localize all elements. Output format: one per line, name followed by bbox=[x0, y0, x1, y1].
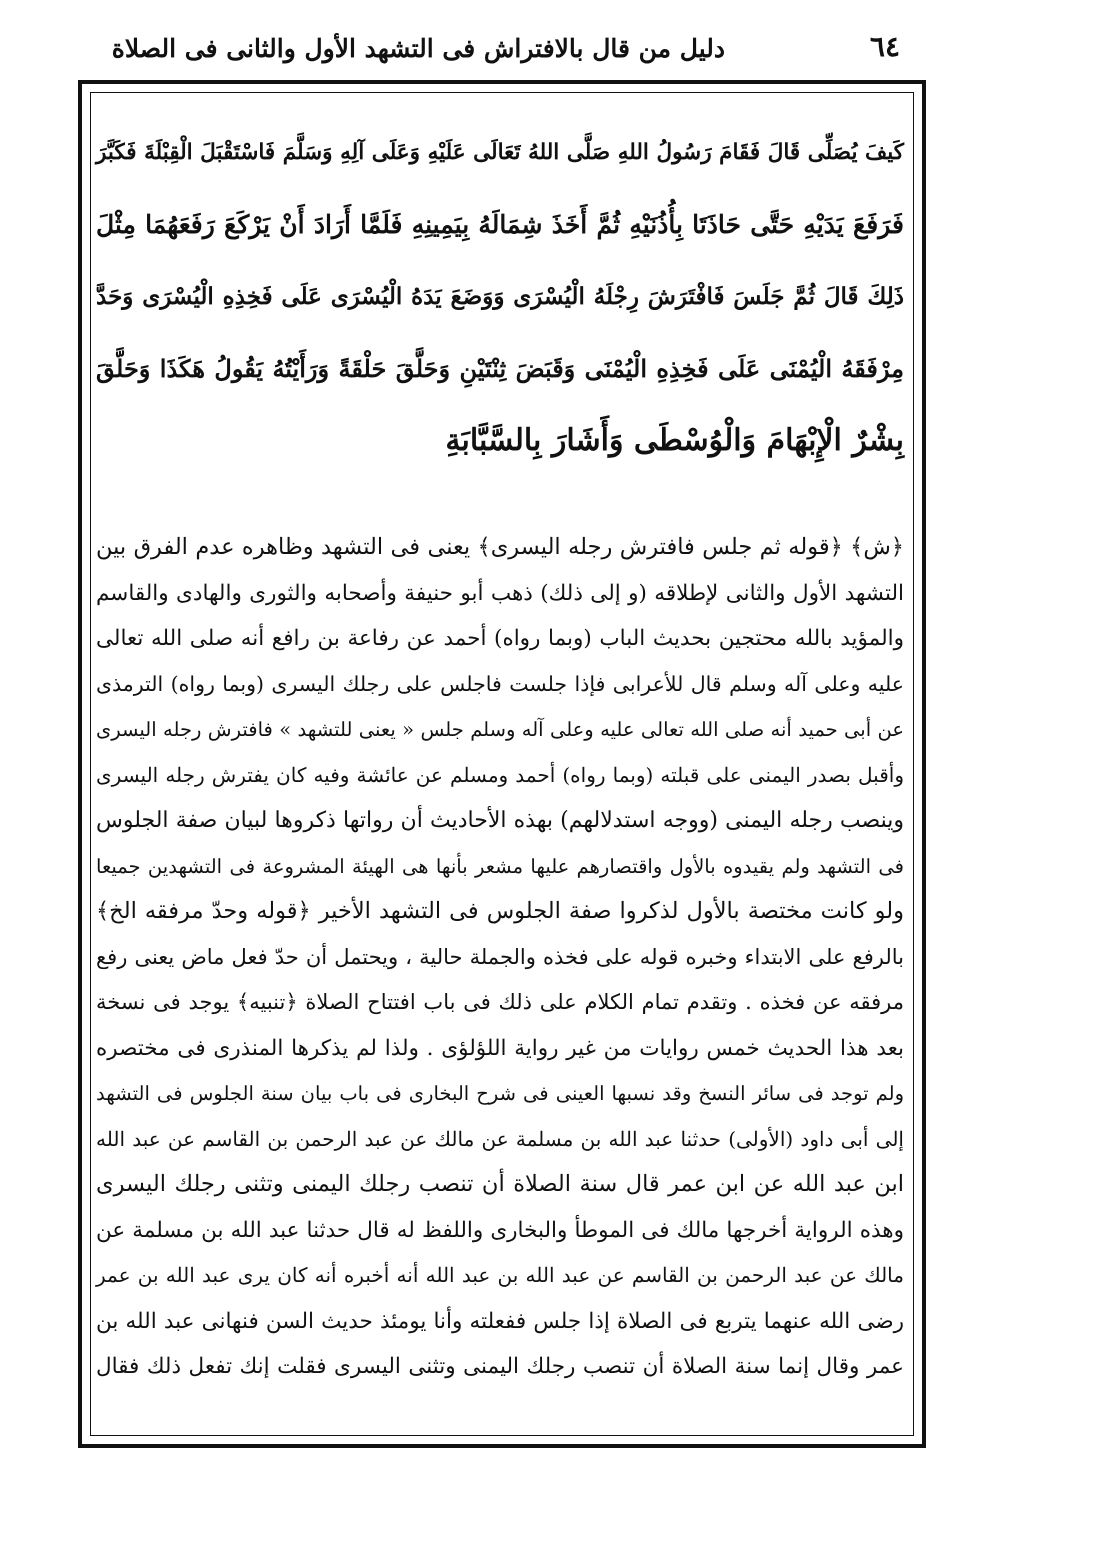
commentary-line: بعد هذا الحديث خمس روايات من غير رواية اللؤلؤى . ولذا لم يذكرها المنذرى فى مختصره bbox=[96, 1035, 904, 1061]
page-header bbox=[80, 26, 900, 78]
commentary-line: عمر وقال إنما سنة الصلاة أن تنصب رجلك اليمنى وتثنى اليسرى فقلت إنك تفعل ذلك فقال bbox=[96, 1354, 904, 1379]
commentary-line: ولو كانت مختصة بالأول لذكروا صفة الجلوس فى التشهد الأخير ﴿قوله وحدّ مرفقه الخ﴾ bbox=[96, 898, 904, 924]
commentary-line: فى التشهد ولم يقيدوه بالأول واقتصارهم عليها مشعر بأنها هى الهيئة المشروعة فى التشهدين جميعا bbox=[96, 854, 904, 878]
hadith-line: مِرْفَقَهُ الْيُمْنَى عَلَى فَخِذِهِ الْيُمْنَى وَقَبَضَ ثِنْتَيْنِ وَحَلَّقَ حَلْقَةً وَرَأَيْتُهُ يَقُولُ هَكَذَا وَحَلَّقَ bbox=[96, 354, 904, 383]
commentary-line: رضى الله عنهما يتربع فى الصلاة إذا جلس ففعلته وأنا يومئذ حديث السن فنهانى عبد الله بن bbox=[96, 1308, 904, 1334]
commentary-line: مرفقه عن فخذه . وتقدم تمام الكلام على ذلك فى باب افتتاح الصلاة ﴿تنبيه﴾ يوجد فى نسخة bbox=[96, 990, 904, 1014]
commentary-line: مالك عن عبد الرحمن بن القاسم عن عبد الله بن عبد الله أنه أخبره أنه كان يرى عبد الله بن عمر bbox=[96, 1263, 904, 1287]
commentary-text bbox=[96, 525, 904, 1390]
hadith-line: ذَلِكَ قَالَ ثُمَّ جَلَسَ فَافْتَرَشَ رِجْلَهُ الْيُسْرَى وَوَضَعَ يَدَهُ الْيُسْرَى عَلَى فَخِذِهِ الْيُسْرَى وَحَدَّ bbox=[96, 283, 904, 310]
hadith-line: بِشْرٌ الْإِبْهَامَ وَالْوُسْطَى وَأَشَارَ بِالسَّبَّابَةِ bbox=[445, 423, 904, 458]
commentary-line: ﴿ش﴾ ﴿قوله ثم جلس فافترش رجله اليسرى﴾ يعنى فى التشهد وظاهره عدم الفرق بين bbox=[96, 534, 904, 560]
hadith-line: فَرَفَعَ يَدَيْهِ حَتَّى حَاذَتَا بِأُذُنَيْهِ ثُمَّ أَخَذَ شِمَالَهُ بِيَمِينِهِ فَلَمَّا أَرَادَ أَنْ يَرْكَعَ رَفَعَهُمَا مِثْلَ bbox=[96, 210, 904, 239]
commentary-line: وأقبل بصدر اليمنى على قبلته (وبما رواه) أحمد ومسلم عن عائشة وفيه كان يفترش رجله اليسرى bbox=[96, 762, 904, 787]
commentary-line: ولم توجد فى سائر النسخ وقد نسبها العينى فى شرح البخارى فى باب بيان سنة الجلوس فى التشهد bbox=[96, 1082, 904, 1105]
hadith-text bbox=[96, 117, 904, 477]
commentary-line: وهذه الرواية أخرجها مالك فى الموطأ والبخارى واللفظ له قال حدثنا عبد الله بن مسلمة عن bbox=[96, 1217, 904, 1243]
commentary-line: بالرفع على الابتداء وخبره قوله على فخذه والجملة حالية ، ويحتمل أن حدّ فعل ماض يعنى رفع bbox=[96, 944, 904, 969]
commentary-line: إلى أبى داود (الأولى) حدثنا عبد الله بن مسلمة عن مالك عن عبد الرحمن بن القاسم عن عبد الله bbox=[96, 1126, 904, 1151]
commentary-line: والمؤيد بالله محتجين بحديث الباب (وبما رواه) أحمد عن رفاعة بن رافع أنه صلى الله تعالى bbox=[96, 626, 904, 651]
commentary-line: ابن عبد الله عن ابن عمر قال سنة الصلاة أن تنصب رجلك اليمنى وتثنى رجلك اليسرى bbox=[96, 1171, 904, 1197]
page-number: ٦٤ bbox=[869, 30, 900, 63]
commentary-line: وينصب رجله اليمنى (ووجه استدلالهم) بهذه الأحاديث أن رواتها ذكروها لبيان صفة الجلوس bbox=[96, 808, 904, 833]
commentary-line: عليه وعلى آله وسلم قال للأعرابى فإذا جلست فاجلس على رجلك اليسرى (وبما رواه) الترمذى bbox=[96, 671, 904, 696]
commentary-line: التشهد الأول والثانى لإطلاقه (و إلى ذلك) ذهب أبو حنيفة وأصحابه والثورى والهادى والقاسم bbox=[96, 580, 904, 606]
commentary-line: عن أبى حميد أنه صلى الله تعالى عليه وعلى آله وسلم جلس « يعنى للتشهد » فافترش رجله اليسرى bbox=[96, 718, 904, 741]
running-title: دليل من قال بالافتراش فى التشهد الأول والثانى فى الصلاة bbox=[111, 34, 725, 63]
hadith-line: كَيفَ يُصَلِّى قَالَ فَقَامَ رَسُولُ اللهِ صَلَّى اللهُ تَعَالَى عَلَيْهِ وَعَلَى آلِهِ وَسَلَّمَ فَاسْتَقْبَلَ الْقِبْلَةَ فَكَبَّرَ bbox=[96, 140, 904, 165]
